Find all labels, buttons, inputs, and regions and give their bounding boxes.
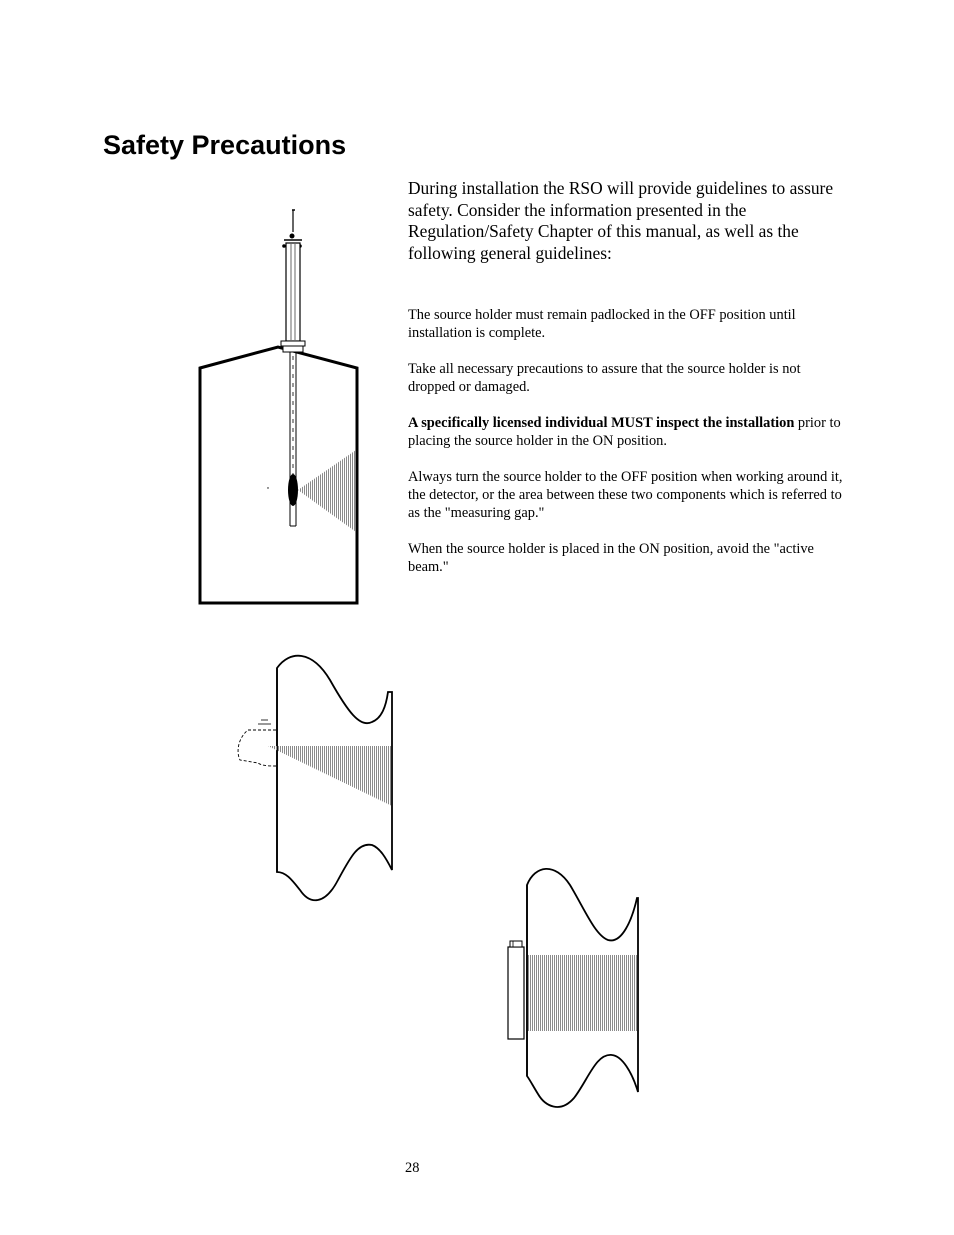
source-holder-housing <box>238 720 276 766</box>
page-title: Safety Precautions <box>103 130 347 160</box>
guideline-text: Always turn the source holder to the OFF position when working around it, the detector, or the area between these two components which is referred to as the "measuring gap." <box>408 469 843 521</box>
guideline-text: Take all necessary precautions to assure that the source holder is not dropped or damaged. <box>408 361 801 395</box>
pipe-fan-beam-figure <box>238 656 392 901</box>
guideline-text: When the source holder is placed in the ON position, avoid the "active beam." <box>408 541 814 575</box>
guideline-text: prior to placing the source holder in the ON position. <box>408 415 841 449</box>
intro-paragraph: During installation the RSO will provide guidelines to assure safety. Consider the information presented in the Regulation/Safety Chapter of this manual, as well as the following general guidelines: <box>408 178 834 263</box>
tank-with-source-holder-figure <box>200 210 357 603</box>
source-holder-housing <box>508 941 524 1039</box>
radiation-source-capsule <box>288 474 298 506</box>
active-beam-fan <box>268 746 392 806</box>
active-beam-cone <box>298 450 356 532</box>
pipe-wide-beam-figure <box>508 869 638 1107</box>
guideline-bold: A specifically licensed individual MUST inspect the installation <box>408 415 795 431</box>
active-beam-band <box>527 955 638 1031</box>
guideline-text: The source holder must remain padlocked in the OFF position until installation is complete. <box>408 307 796 341</box>
page-number: 28 <box>405 1160 420 1176</box>
